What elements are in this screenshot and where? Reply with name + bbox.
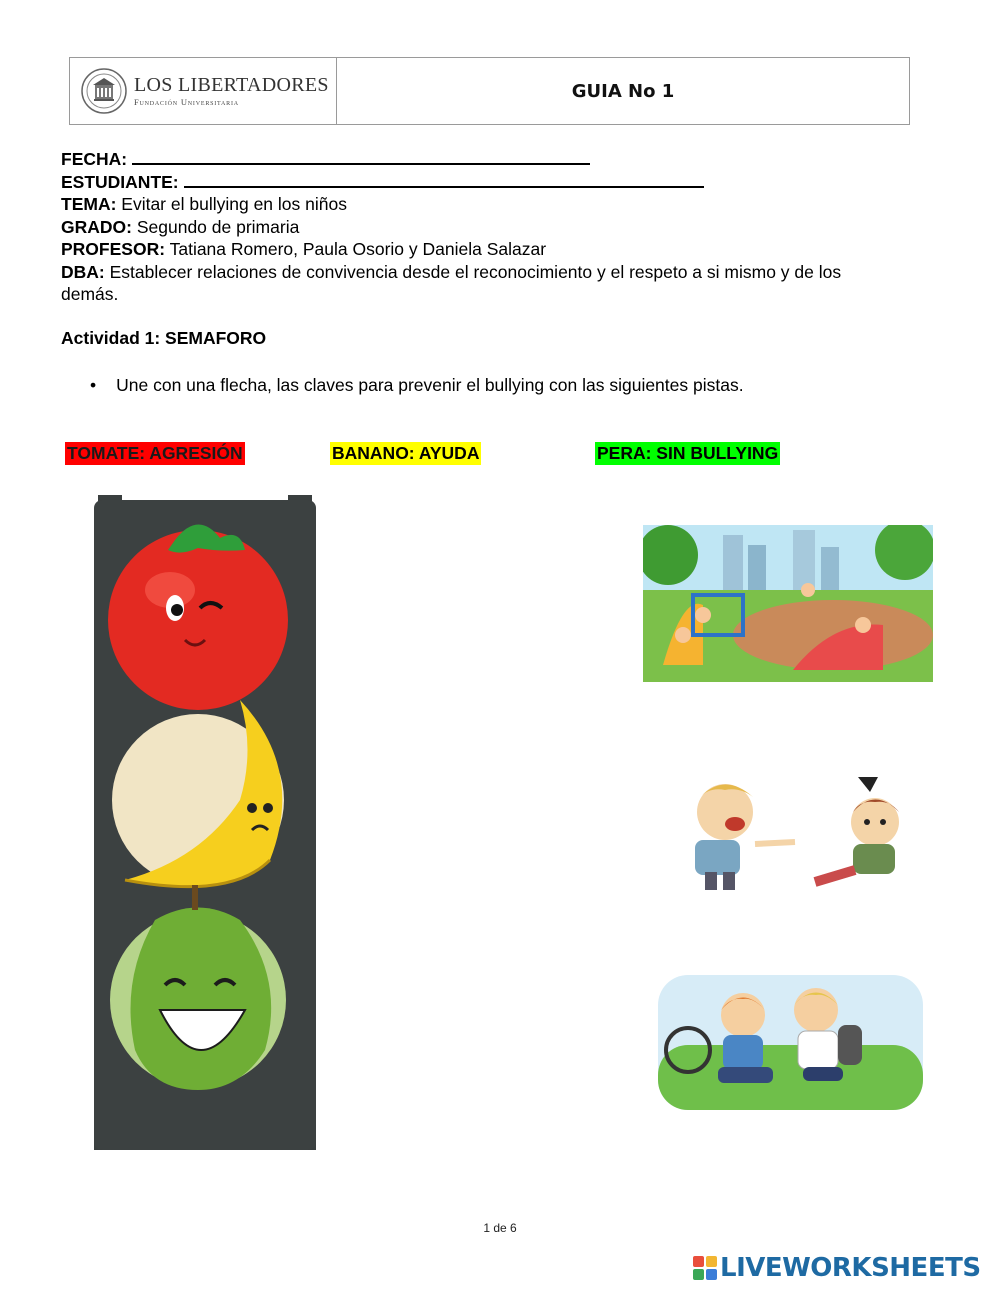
estudiante-line — [61, 171, 901, 194]
dba-line — [61, 261, 901, 306]
guide-title: GUIA No 1 — [571, 80, 675, 102]
profesor-label: PROFESOR: — [61, 239, 166, 259]
university-logo — [70, 58, 337, 124]
dba-value: Establecer relaciones de convivencia desde el reconocimiento y el respeto a si mismo y de los demás. — [61, 261, 842, 304]
dba-label: DBA: — [61, 261, 105, 282]
logo-subtitle: Fundación Universitaria — [134, 97, 239, 108]
key-pear: PERA: SIN BULLYING — [597, 443, 779, 463]
page-number: 1 de 6 — [483, 1221, 517, 1235]
fecha-line — [61, 148, 901, 171]
tema-label: TEMA: — [61, 194, 117, 214]
liveworksheets-text: LIVEWORKSHEETS — [720, 1253, 981, 1283]
key-tomato: TOMATE: AGRESIÓN — [67, 443, 243, 463]
tema-value: Evitar el bullying en los niños — [121, 194, 347, 214]
grado-label: GRADO: — [61, 216, 132, 237]
tema-line — [61, 193, 901, 216]
student-info — [61, 148, 901, 306]
university-seal-icon — [80, 67, 128, 115]
bullying-image[interactable] — [665, 772, 925, 894]
playground-image[interactable] — [643, 525, 933, 682]
estudiante-field[interactable] — [184, 173, 704, 188]
estudiante-label: ESTUDIANTE: — [61, 171, 179, 192]
logo-name: LOS LIBERTADORES — [134, 74, 329, 97]
grado-value: Segundo de primaria — [136, 216, 300, 237]
profesor-line — [61, 238, 901, 261]
bullet-icon: • — [90, 375, 97, 395]
helping-image[interactable] — [658, 975, 923, 1110]
instruction-text: Une con una flecha, las claves para prevenir el bullying con las siguientes pistas. — [116, 375, 744, 395]
grado-line — [61, 216, 901, 239]
liveworksheets-logo-icon — [693, 1256, 717, 1280]
liveworksheets-brand[interactable] — [693, 1253, 981, 1283]
traffic-light-image[interactable] — [80, 490, 330, 1155]
instruction-item — [90, 375, 744, 396]
fecha-label: FECHA: — [61, 149, 128, 169]
document-header — [69, 57, 910, 125]
profesor-value: Tatiana Romero, Paula Osorio y Daniela Salazar — [169, 239, 547, 259]
activity-title: Actividad 1: SEMAFORO — [61, 328, 267, 348]
fecha-field[interactable] — [132, 150, 590, 165]
key-banana: BANANO: AYUDA — [332, 443, 480, 463]
